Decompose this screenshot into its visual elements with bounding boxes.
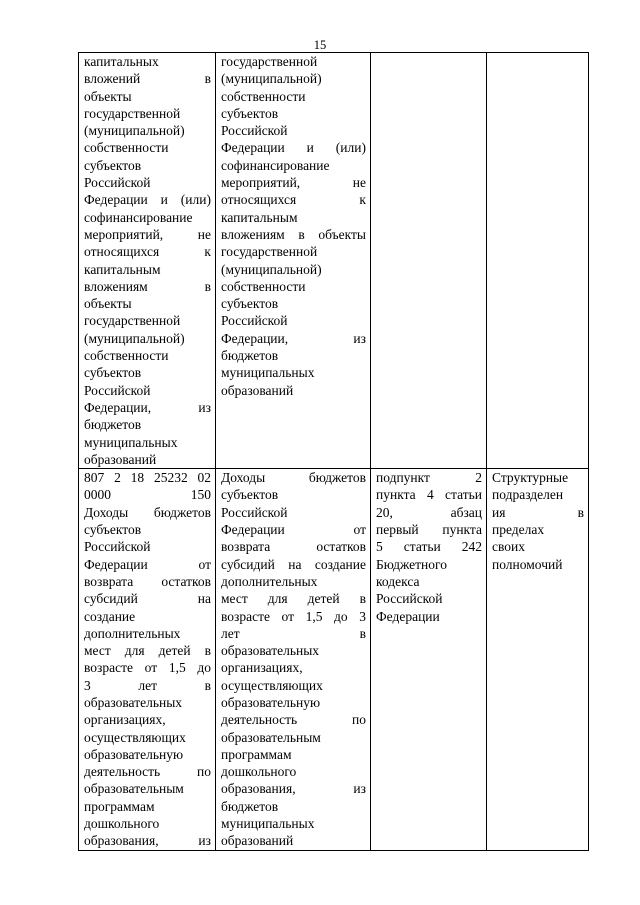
cell-text-line: вложениям в <box>84 278 211 294</box>
cell-text-line: программам <box>221 746 292 762</box>
cell-text-line: кодекса <box>376 573 420 589</box>
cell-text-line: субъектов <box>221 296 279 312</box>
cell-text-line: возврата остатков <box>221 539 366 555</box>
cell-text-line: Федерации и (или) <box>84 192 211 208</box>
cell-text-line: субъектов <box>221 487 279 503</box>
cell-text-line: 807 2 18 25232 02 <box>84 470 211 486</box>
cell-text-line: дошкольного <box>84 816 160 832</box>
cell-text-line: деятельность по <box>221 712 366 728</box>
cell-text-line: ия в <box>492 504 584 520</box>
cell-text-line: Российской <box>84 539 151 555</box>
cell-text-line: образовательным <box>84 781 184 797</box>
cell-text-line: образований <box>84 451 157 467</box>
cell-text-line: государственной <box>221 244 318 260</box>
table-cell-col1 <box>79 53 216 469</box>
cell-text-line: организациях, <box>221 660 303 676</box>
cell-text-line: подразделен <box>492 487 564 503</box>
cell-text-line: образований <box>221 382 294 398</box>
cell-text-line: софинансирование <box>84 209 193 225</box>
cell-text-line: государственной <box>221 54 318 69</box>
cell-text-line: собственности <box>84 348 169 364</box>
cell-text-line: (муниципальной) <box>221 261 322 277</box>
cell-text-line: Российской <box>376 591 443 607</box>
cell-text-line: бюджетов <box>84 417 142 433</box>
cell-text-line: бюджетов <box>221 348 279 364</box>
cell-text-line: муниципальных <box>221 365 315 381</box>
cell-text-line: Структурные <box>492 470 569 486</box>
cell-text-line: субъектов <box>84 365 142 381</box>
table-cell-col2 <box>216 53 371 469</box>
cell-text-line: образовательным <box>221 729 321 745</box>
cell-text-line: образовательных <box>84 694 183 710</box>
cell-text-line: субъектов <box>221 105 279 121</box>
cell-text-line: мероприятий, не <box>221 175 366 191</box>
page-number: 15 <box>313 38 327 52</box>
cell-text-line: Федерации от <box>221 522 366 538</box>
cell-text-line: субсидий на <box>84 591 211 607</box>
cell-text-line: образовательную <box>221 694 321 710</box>
cell-text-line: деятельность по <box>84 764 211 780</box>
cell-text-line: субъектов <box>84 157 142 173</box>
cell-text-line: образования, из <box>221 781 366 797</box>
table-cell-col3 <box>371 53 487 469</box>
cell-text-line: (муниципальной) <box>84 123 185 139</box>
cell-text-line: мест для детей в <box>84 643 211 659</box>
table-cell-col4 <box>487 469 589 851</box>
cell-text-line: муниципальных <box>84 434 178 450</box>
cell-text-line: дошкольного <box>221 764 297 780</box>
table-cell-col4 <box>487 53 589 469</box>
cell-text-line: осуществляющих <box>221 677 323 693</box>
cell-text-line: муниципальных <box>221 816 315 832</box>
cell-text-line: Бюджетного <box>376 556 447 572</box>
cell-text-line: вложений в <box>84 71 211 87</box>
cell-text-line: мест для детей в <box>221 591 366 607</box>
cell-text-line: Федерации и (или) <box>221 140 366 156</box>
budget-classification-table <box>78 52 589 851</box>
table-row <box>79 469 589 851</box>
cell-text-line: возврата остатков <box>84 573 211 589</box>
cell-text-line: (муниципальной) <box>84 330 185 346</box>
cell-text-line: объекты <box>84 296 132 312</box>
cell-text-line: капитальным <box>221 209 298 225</box>
cell-text-line: осуществляющих <box>84 729 186 745</box>
cell-text-line: возрасте от 1,5 до <box>84 660 211 676</box>
cell-text-line: образовательную <box>84 746 184 762</box>
cell-text-line: пункта 4 статьи <box>376 487 482 503</box>
cell-text-line: образования, из <box>84 833 211 849</box>
cell-text-line: Российской <box>221 313 288 329</box>
cell-text-line: полномочий <box>492 556 563 572</box>
cell-text-line: собственности <box>221 88 306 104</box>
cell-text-line: дополнительных <box>221 573 318 589</box>
cell-text-line: государственной <box>84 105 181 121</box>
cell-text-line: государственной <box>84 313 181 329</box>
cell-text-line: собственности <box>84 140 169 156</box>
cell-text-line: 3 лет в <box>84 677 211 693</box>
cell-text-line: Российской <box>221 123 288 139</box>
cell-text-line: бюджетов <box>221 798 279 814</box>
cell-text-line: подпункт 2 <box>376 470 482 486</box>
cell-text-line: своих <box>492 539 525 555</box>
cell-text-line: создание <box>84 608 136 624</box>
cell-text-line: Федерации, из <box>84 399 211 415</box>
cell-text-line: 20, абзац <box>376 504 482 520</box>
cell-text-line: образовательных <box>221 643 320 659</box>
cell-text-line: объекты <box>84 88 132 104</box>
cell-text-line: капитальным <box>84 261 161 277</box>
cell-text-line: относящихся к <box>221 192 366 208</box>
cell-text-line: 5 статьи 242 <box>376 539 482 555</box>
cell-text-line: субъектов <box>84 522 142 538</box>
cell-text-line: организациях, <box>84 712 166 728</box>
cell-text-line: софинансирование <box>221 157 330 173</box>
cell-text-line: субсидий на создание <box>221 556 366 572</box>
cell-text-line: Федерации от <box>84 556 211 572</box>
cell-text-line: лет в <box>221 625 366 641</box>
cell-text-line: (муниципальной) <box>221 71 322 87</box>
cell-text-line: дополнительных <box>84 625 181 641</box>
cell-text-line: собственности <box>221 278 306 294</box>
cell-text-line: капитальных <box>84 54 159 69</box>
cell-text-line: образований <box>221 833 294 849</box>
table-row <box>79 53 589 469</box>
cell-text-line: возрасте от 1,5 до 3 <box>221 608 366 624</box>
cell-text-line: Доходы бюджетов <box>84 504 211 520</box>
cell-text-line: относящихся к <box>84 244 211 260</box>
table-cell-col3 <box>371 469 487 851</box>
table-cell-col2 <box>216 469 371 851</box>
table-cell-col1 <box>79 469 216 851</box>
cell-text-line: первый пункта <box>376 522 482 538</box>
cell-text-line: Доходы бюджетов <box>221 470 366 486</box>
cell-text-line: 0000 150 <box>84 487 211 503</box>
cell-text-line: пределах <box>492 522 545 538</box>
cell-text-line: Российской <box>221 504 288 520</box>
cell-text-line: мероприятий, не <box>84 226 211 242</box>
cell-text-line: Российской <box>84 382 151 398</box>
cell-text-line: вложениям в объекты <box>221 226 366 242</box>
cell-text-line: программам <box>84 798 155 814</box>
cell-text-line: Федерации, из <box>221 330 366 346</box>
cell-text-line: Российской <box>84 175 151 191</box>
cell-text-line: Федерации <box>376 608 440 624</box>
